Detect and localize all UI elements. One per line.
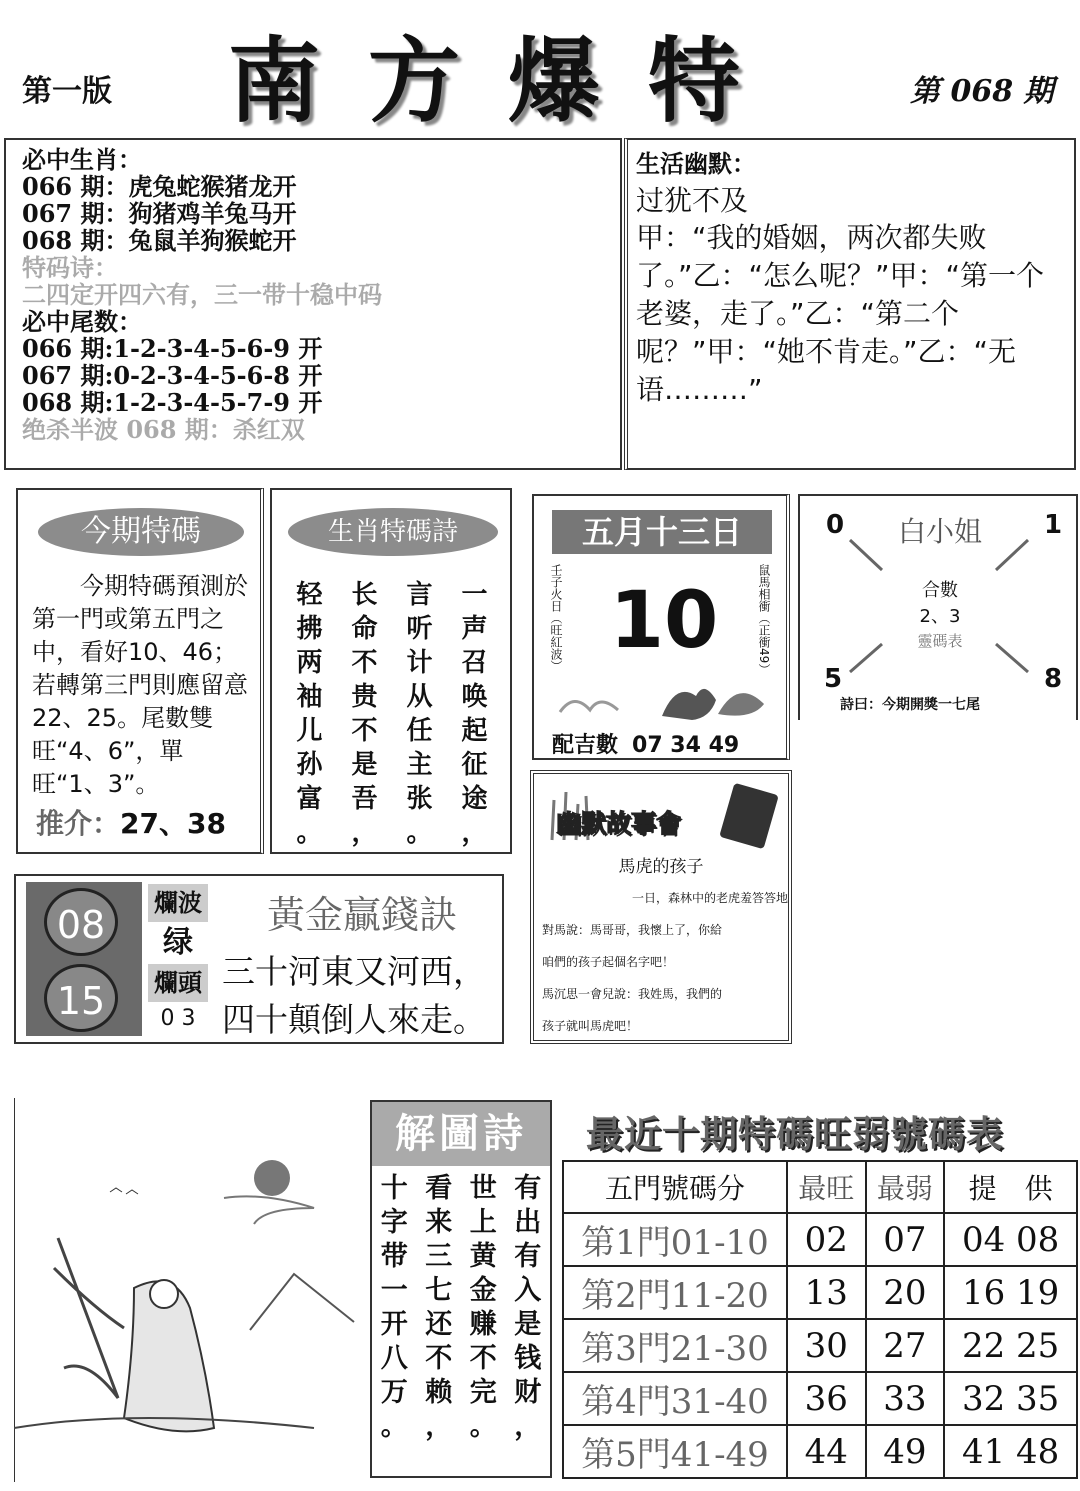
lucky-numbers: 07 34 49 bbox=[632, 733, 740, 758]
poem-character: 万 bbox=[380, 1377, 408, 1408]
zodiac-panel bbox=[4, 138, 622, 470]
edition-label: 第一版 bbox=[22, 74, 112, 109]
gold-box bbox=[14, 874, 504, 1044]
poem-character: 带 bbox=[380, 1241, 408, 1272]
scholar-illustration bbox=[14, 1098, 370, 1482]
poem-character: 儿 bbox=[296, 716, 323, 746]
story-line: 馬沉思一會兒說：我姓馬，我們的 bbox=[542, 987, 723, 1001]
poem-character: 还 bbox=[425, 1309, 453, 1340]
poem-character: ， bbox=[514, 1411, 542, 1442]
poem-character: 富 bbox=[296, 784, 323, 814]
special-code-badge: 今期特碼 bbox=[38, 508, 244, 556]
table-cell: 20 bbox=[866, 1266, 945, 1319]
page-title: 南方爆特 bbox=[228, 27, 789, 135]
poem-character: 不 bbox=[351, 648, 378, 678]
poem-character: 三 bbox=[425, 1241, 453, 1272]
book-icon bbox=[719, 783, 779, 850]
poem-character: 黄 bbox=[469, 1241, 497, 1272]
riddle-poem-badge: 解圖詩 bbox=[372, 1102, 550, 1166]
kill-line: 绝杀半波 068 期：杀红双 bbox=[22, 415, 305, 444]
poem-character: ， bbox=[351, 818, 378, 848]
table-cell: 30 bbox=[787, 1319, 866, 1372]
table-cell: 07 bbox=[866, 1213, 945, 1266]
poem-text: 二四定开四六有，三一带十稳中码 bbox=[22, 280, 382, 309]
gold-line1: 三十河東又河西， bbox=[222, 952, 486, 991]
corner-digit: 8 bbox=[1044, 664, 1063, 694]
poem-column bbox=[351, 578, 377, 850]
table-cell: 22 25 bbox=[944, 1319, 1077, 1372]
center-value: 2、3 bbox=[919, 606, 961, 627]
table-cell: 第1門01-10 bbox=[563, 1213, 787, 1266]
poem-character: ， bbox=[425, 1411, 453, 1442]
poem-column bbox=[425, 1172, 452, 1472]
riddle-poem-columns bbox=[372, 1172, 550, 1472]
poem-character: 八 bbox=[380, 1343, 408, 1374]
table-title: 最近十期特碼旺弱號碼表 bbox=[586, 1113, 1004, 1156]
story-title: 馬虎的孩子 bbox=[618, 857, 704, 877]
table-cell: 第3門21-30 bbox=[563, 1319, 787, 1372]
poem-character: 财 bbox=[514, 1377, 542, 1408]
poem-character: 计 bbox=[406, 648, 433, 678]
table-header: 五門號碼分 bbox=[563, 1161, 787, 1213]
poem-character: 拂 bbox=[296, 614, 323, 644]
poem-character: 赚 bbox=[469, 1309, 497, 1340]
poem-character: 。 bbox=[296, 818, 323, 848]
calendar-box bbox=[532, 494, 790, 760]
story-line: 一日，森林中的老虎羞答答地 bbox=[631, 891, 788, 905]
digits-label: 0 3 bbox=[160, 1006, 196, 1031]
zodiac-line: 066 期：虎兔蛇猴猪龙开 bbox=[22, 172, 297, 201]
center-note: 靈碼表 bbox=[917, 632, 963, 650]
poem-character: 听 bbox=[406, 614, 433, 644]
special-code-text: 今期特碼預測於第一門或第五門之中，看好10、46；若轉第三門則應留意22、25。尾數雙旺“4、6”，單旺“1、3”。 bbox=[32, 572, 248, 798]
zodiac-line: 067 期：狗猪鸡羊兔马开 bbox=[22, 199, 297, 228]
issue-label: 第 068 期 bbox=[910, 74, 1054, 109]
poem-character: 世 bbox=[469, 1173, 497, 1204]
poem-character: 是 bbox=[514, 1309, 542, 1340]
poem-character: 命 bbox=[351, 614, 378, 644]
table-row bbox=[563, 1266, 1077, 1319]
poem-character: 不 bbox=[425, 1343, 453, 1374]
table-row bbox=[563, 1425, 1077, 1478]
table-cell: 第4門31-40 bbox=[563, 1372, 787, 1425]
table-row bbox=[563, 1319, 1077, 1372]
poem-character: 不 bbox=[469, 1343, 497, 1374]
poem-character: 一 bbox=[380, 1275, 408, 1306]
poem-character: 看 bbox=[425, 1173, 453, 1204]
zodiac-illustration bbox=[550, 674, 770, 726]
recommend-line bbox=[36, 802, 226, 842]
table-cell: 16 19 bbox=[944, 1266, 1077, 1319]
poem-character: 。 bbox=[380, 1411, 408, 1442]
story-banner: 幽默故事會 bbox=[556, 809, 682, 838]
table-cell: 27 bbox=[866, 1319, 945, 1372]
color-label: 绿 bbox=[163, 925, 193, 960]
table-header-row bbox=[563, 1161, 1077, 1213]
calendar-right-note: 鼠馬相衝（正衝49） bbox=[757, 564, 771, 676]
gold-title: 黃金贏錢訣 bbox=[266, 893, 457, 937]
poem-character: 任 bbox=[406, 716, 433, 746]
poem-character: 唤 bbox=[461, 682, 488, 712]
miss-bai-title: 白小姐 bbox=[897, 515, 982, 548]
story-box bbox=[530, 770, 792, 1044]
table-cell: 第5門41-49 bbox=[563, 1425, 787, 1478]
table-header: 最旺 bbox=[787, 1161, 866, 1213]
poem-column bbox=[406, 578, 432, 850]
poem-character: 起 bbox=[461, 716, 488, 746]
poem-character: 两 bbox=[296, 648, 323, 678]
poem-character: 轻 bbox=[296, 580, 323, 610]
number-table-grid bbox=[562, 1160, 1078, 1479]
miss-bai-poem: 詩曰：今期開獎一七尾 bbox=[840, 697, 980, 713]
center-label: 合數 bbox=[922, 580, 958, 601]
poem-column bbox=[381, 1172, 408, 1472]
table-cell: 41 48 bbox=[944, 1425, 1077, 1478]
calendar-date: 五月十三日 bbox=[552, 510, 772, 554]
poem-character: 召 bbox=[461, 648, 488, 678]
tail-line: 067 期:0-2-3-4-5-6-8 开 bbox=[22, 361, 323, 390]
poem-character: 金 bbox=[469, 1275, 497, 1306]
table-header: 最弱 bbox=[866, 1161, 945, 1213]
humor-body: 甲：“我的婚姻，两次都失败了。”乙：“怎么呢？”甲：“第一个老婆，走了。”乙：“第二个呢？”甲：“她不肯走。”乙：“无语………” bbox=[636, 221, 1045, 406]
calendar-number: 10 bbox=[609, 576, 719, 666]
humor-title: 过犹不及 bbox=[636, 184, 749, 217]
zodiac-heading: 必中生肖： bbox=[22, 145, 142, 174]
story-line: 孩子就叫馬虎吧！ bbox=[542, 1019, 639, 1033]
poem-character: 一 bbox=[461, 580, 488, 610]
number-circle: 08 bbox=[44, 888, 118, 956]
zodiac-poem-columns bbox=[282, 578, 502, 850]
poem-character: 赖 bbox=[425, 1377, 453, 1408]
poem-character: 钱 bbox=[514, 1343, 542, 1374]
table-header: 提 供 bbox=[944, 1161, 1077, 1213]
tail-line: 066 期:1-2-3-4-5-6-9 开 bbox=[22, 334, 323, 363]
table-cell: 第2門11-20 bbox=[563, 1266, 787, 1319]
poem-character: 出 bbox=[514, 1207, 542, 1238]
poem-character: 七 bbox=[425, 1275, 453, 1306]
poem-character: 袖 bbox=[296, 682, 323, 712]
zodiac-line: 068 期：兔鼠羊狗猴蛇开 bbox=[22, 226, 297, 255]
poem-character: ， bbox=[461, 818, 488, 848]
poem-column bbox=[461, 578, 487, 850]
humor-heading: 生活幽默： bbox=[636, 149, 756, 178]
poem-character: 主 bbox=[406, 750, 433, 780]
poem-character: 有 bbox=[514, 1241, 542, 1272]
recommend-label: 推介： bbox=[36, 807, 121, 840]
poem-character: 张 bbox=[406, 784, 433, 814]
lucky-label: 配吉數 bbox=[552, 733, 619, 758]
poem-character: 入 bbox=[514, 1275, 542, 1306]
poem-character: 开 bbox=[380, 1309, 408, 1340]
zodiac-poem-box bbox=[270, 488, 512, 854]
table-cell: 04 08 bbox=[944, 1213, 1077, 1266]
poem-column bbox=[514, 1172, 541, 1472]
table-row bbox=[563, 1213, 1077, 1266]
poem-character: 。 bbox=[469, 1411, 497, 1442]
poem-heading: 特码诗： bbox=[22, 253, 118, 282]
lucky-row bbox=[552, 728, 739, 759]
poem-character: 来 bbox=[425, 1207, 453, 1238]
gold-line2: 四十顛倒人來走。 bbox=[222, 1000, 486, 1039]
tag-label: 爛頭 bbox=[148, 964, 208, 1002]
poem-character: 不 bbox=[351, 716, 378, 746]
special-code-box bbox=[16, 488, 264, 854]
tag-label: 爛波 bbox=[148, 884, 208, 922]
poem-column bbox=[296, 578, 322, 850]
poem-character: 有 bbox=[514, 1173, 542, 1204]
poem-character: 声 bbox=[461, 614, 488, 644]
poem-character: 从 bbox=[406, 682, 433, 712]
poem-character: 十 bbox=[380, 1173, 408, 1204]
poem-character: 途 bbox=[461, 784, 488, 814]
poem-character: 长 bbox=[351, 580, 378, 610]
table-row bbox=[563, 1372, 1077, 1425]
table-cell: 49 bbox=[866, 1425, 945, 1478]
story-line: 對馬說：馬哥哥，我懷上了，你給 bbox=[542, 923, 723, 937]
humor-panel bbox=[624, 138, 1076, 470]
poem-character: 完 bbox=[469, 1377, 497, 1408]
table-cell: 44 bbox=[787, 1425, 866, 1478]
poem-character: 字 bbox=[380, 1207, 408, 1238]
corner-digit: 0 bbox=[826, 510, 845, 540]
poem-character: 。 bbox=[406, 818, 433, 848]
corner-digit: 5 bbox=[824, 664, 843, 694]
number-table bbox=[562, 1160, 1078, 1478]
poem-character: 孙 bbox=[296, 750, 323, 780]
poem-character: 言 bbox=[406, 580, 433, 610]
number-circle: 15 bbox=[44, 964, 118, 1032]
zodiac-poem-badge: 生肖特碼詩 bbox=[288, 508, 498, 556]
poem-character: 征 bbox=[461, 750, 488, 780]
poem-character: 是 bbox=[351, 750, 378, 780]
riddle-poem-box bbox=[370, 1100, 552, 1478]
poem-character: 上 bbox=[469, 1207, 497, 1238]
miss-bai-box bbox=[798, 494, 1078, 720]
story-line: 咱們的孩子起個名字吧！ bbox=[542, 955, 675, 969]
story-body bbox=[542, 882, 788, 1042]
table-cell: 32 35 bbox=[944, 1372, 1077, 1425]
recommend-value: 27、38 bbox=[120, 807, 226, 840]
corner-digit: 1 bbox=[1044, 510, 1063, 540]
table-cell: 36 bbox=[787, 1372, 866, 1425]
table-cell: 13 bbox=[787, 1266, 866, 1319]
calendar-left-note: 壬子火日（旺紅波） bbox=[549, 564, 563, 672]
poem-character: 吾 bbox=[351, 784, 378, 814]
table-cell: 02 bbox=[787, 1213, 866, 1266]
poem-column bbox=[470, 1172, 497, 1472]
tail-heading: 必中尾数： bbox=[22, 307, 142, 336]
table-cell: 33 bbox=[866, 1372, 945, 1425]
tail-line: 068 期:1-2-3-4-5-7-9 开 bbox=[22, 388, 323, 417]
poem-character: 贵 bbox=[351, 682, 378, 712]
